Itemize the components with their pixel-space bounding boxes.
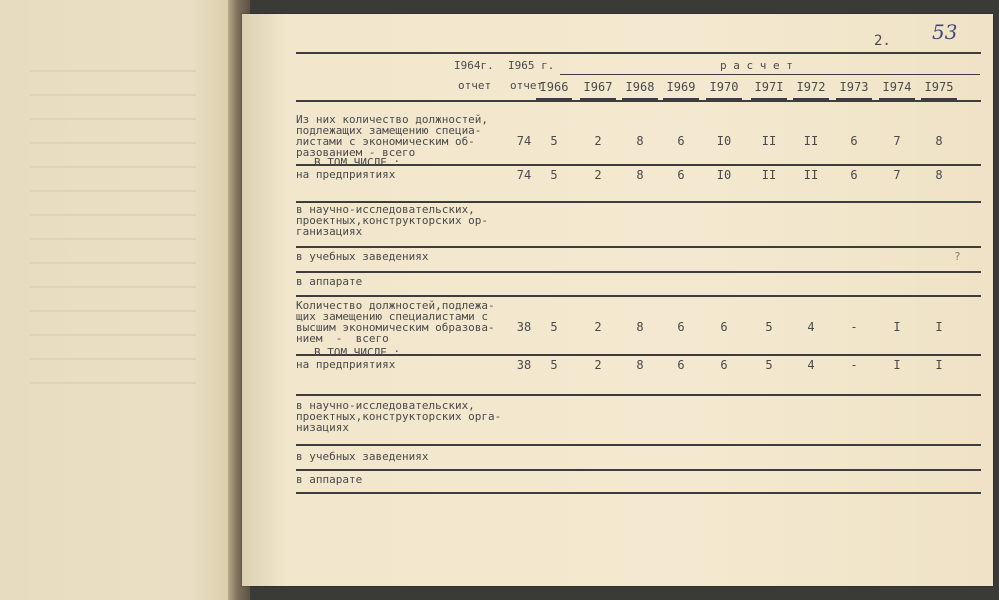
row-label: подлежащих замещению специа- — [296, 124, 482, 137]
year-header-cell: I966 — [539, 80, 569, 94]
year-underline — [706, 98, 742, 100]
row-label: в научно-исследовательских, — [296, 203, 475, 216]
bleed-through — [30, 118, 196, 120]
row-rule — [296, 469, 981, 471]
cell-value: 8 — [636, 358, 644, 372]
cell-value: 5 — [550, 358, 558, 372]
bleed-through — [30, 70, 196, 72]
cell-value: 6 — [720, 319, 728, 334]
header-1965: I965 г. — [508, 59, 555, 72]
row-rule — [296, 444, 981, 446]
cell-value: 8 — [636, 168, 644, 182]
cell-value: II — [803, 168, 819, 182]
subgroup-heading: В ТОМ ЧИСЛЕ : — [314, 346, 401, 359]
year-underline — [622, 98, 658, 100]
cell-value: 6 — [850, 133, 858, 148]
cell-value: 4 — [807, 319, 815, 334]
row-label: Количество должностей,подлежа- — [296, 299, 495, 312]
cell-value: 8 — [935, 168, 943, 182]
row-label: высшим экономическим образова- — [296, 321, 495, 334]
row-label: низациях — [296, 421, 349, 434]
row-label: Из них количество должностей, — [296, 113, 489, 126]
rule-top — [296, 52, 981, 54]
row-label: разованием - всего — [296, 146, 416, 159]
page-number: 2. — [874, 33, 891, 49]
cell-value: 5 — [550, 319, 558, 334]
header-estimate: р а с ч е т — [720, 59, 793, 72]
header-1964: I964г. — [454, 59, 494, 72]
row-label: проектных,конструкторских орга- — [296, 410, 502, 423]
year-underline — [879, 98, 915, 100]
cell-value: I0 — [716, 133, 732, 148]
cell-value: I — [935, 358, 943, 372]
cell-value: II — [761, 133, 777, 148]
cell-value: - — [850, 319, 858, 334]
bleed-through — [30, 238, 196, 240]
cell-value: 2 — [594, 168, 602, 182]
cell-value: I — [935, 319, 943, 334]
bleed-through — [30, 382, 196, 384]
row-label: в аппарате — [296, 473, 363, 486]
left-page — [0, 0, 236, 600]
margin-mark: ? — [954, 250, 961, 263]
row-label: в научно-исследовательских, — [296, 399, 475, 412]
row-label: щих замещению специалистами с — [296, 310, 489, 323]
bleed-through — [30, 310, 196, 312]
year-underline — [836, 98, 872, 100]
year-underline — [751, 98, 787, 100]
cell-value: - — [850, 358, 858, 372]
cell-value: 6 — [677, 319, 685, 334]
cell-value: 6 — [850, 168, 858, 182]
rule-under-estimate — [560, 74, 980, 75]
row-label: проектных,конструкторских ор- — [296, 214, 489, 227]
folio-number: 53 — [932, 20, 958, 44]
row-label: листами с экономическим об- — [296, 135, 475, 148]
bleed-through — [30, 142, 196, 144]
year-header-cell: I97I — [754, 80, 784, 94]
cell-1965: 38 — [516, 358, 532, 372]
cell-value: 2 — [594, 319, 602, 334]
cell-value: 5 — [765, 319, 773, 334]
row-rule — [296, 394, 981, 396]
bleed-through — [30, 94, 196, 96]
year-header-cell: I972 — [796, 80, 826, 94]
cell-value: 7 — [893, 133, 901, 148]
bleed-through — [30, 214, 196, 216]
cell-value: 6 — [677, 168, 685, 182]
cell-value: I — [893, 358, 901, 372]
cell-value: 6 — [677, 133, 685, 148]
cell-value: I0 — [716, 168, 732, 182]
rule-header-bottom — [296, 100, 981, 102]
row-label: в аппарате — [296, 275, 363, 288]
subgroup-heading: В ТОМ ЧИСЛЕ : — [314, 156, 401, 169]
cell-value: 5 — [550, 168, 558, 182]
cell-value: 5 — [765, 358, 773, 372]
cell-value: II — [803, 133, 819, 148]
year-underline — [793, 98, 829, 100]
year-underline — [663, 98, 699, 100]
header-report-1964: отчет — [458, 79, 492, 92]
row-label: на предприятиях — [296, 358, 396, 371]
cell-value: 5 — [550, 133, 558, 148]
year-underline — [580, 98, 616, 100]
year-header-cell: I968 — [625, 80, 655, 94]
bleed-through — [30, 334, 196, 336]
row-label: в учебных заведениях — [296, 250, 429, 263]
row-rule — [296, 295, 981, 297]
row-rule — [296, 492, 981, 494]
cell-value: 7 — [893, 168, 901, 182]
bleed-through — [30, 358, 196, 360]
cell-value: 6 — [677, 358, 685, 372]
cell-value: 4 — [807, 358, 815, 372]
document-page — [242, 14, 993, 586]
cell-value: 2 — [594, 358, 602, 372]
year-header-cell: I967 — [583, 80, 613, 94]
cell-1965: 74 — [516, 168, 532, 182]
header-report-1965: отчет — [510, 79, 544, 92]
cell-value: 2 — [594, 133, 602, 148]
bleed-through — [30, 190, 196, 192]
cell-value: I — [893, 319, 901, 334]
row-label: на предприятиях — [296, 168, 396, 181]
year-header-cell: I970 — [709, 80, 739, 94]
year-underline — [536, 98, 572, 100]
cell-value: 8 — [935, 133, 943, 148]
year-header-cell: I969 — [666, 80, 696, 94]
cell-1965: 38 — [516, 319, 532, 334]
cell-value: 6 — [720, 358, 728, 372]
year-underline — [921, 98, 957, 100]
cell-value: 8 — [636, 133, 644, 148]
row-label: нием - всего — [296, 332, 389, 345]
year-header-cell: I974 — [882, 80, 912, 94]
bleed-through — [30, 262, 196, 264]
row-label: в учебных заведениях — [296, 450, 429, 463]
year-header-cell: I973 — [839, 80, 869, 94]
row-rule — [296, 271, 981, 273]
cell-1965: 74 — [516, 133, 532, 148]
year-header-cell: I975 — [924, 80, 954, 94]
row-rule — [296, 246, 981, 248]
cell-value: 8 — [636, 319, 644, 334]
bleed-through — [30, 286, 196, 288]
row-label: ганизациях — [296, 225, 363, 238]
cell-value: II — [761, 168, 777, 182]
bleed-through — [30, 166, 196, 168]
